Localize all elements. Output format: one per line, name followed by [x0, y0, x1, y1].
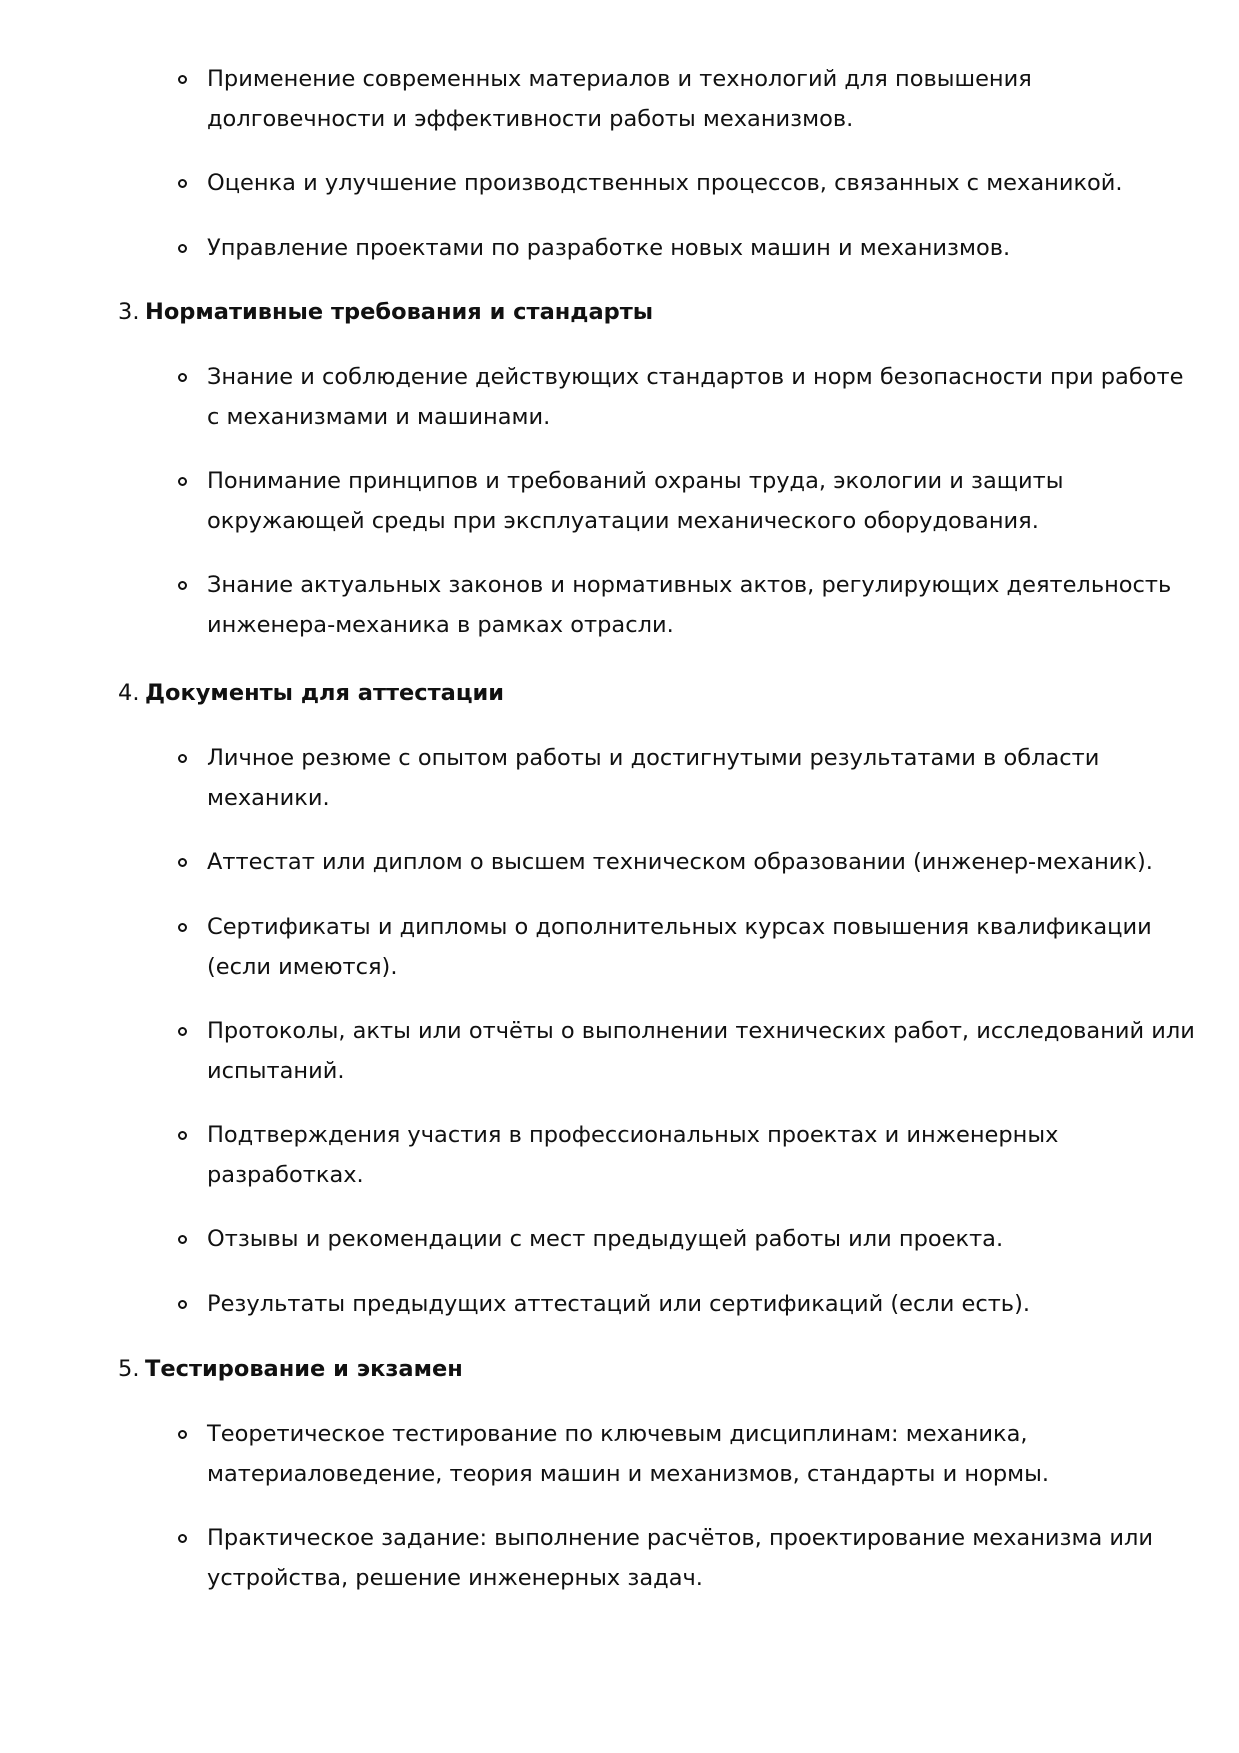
bullet-icon	[178, 179, 187, 188]
list-item-line: разработках.	[207, 1162, 364, 1188]
list-item-line: Понимание принципов и требований охраны труда, экологии и защиты	[207, 468, 1064, 494]
list-item-line: Отзывы и рекомендации с мест предыдущей работы или проекта.	[207, 1226, 1004, 1252]
bullet-icon	[178, 1430, 187, 1439]
list-item-line: Сертификаты и дипломы о дополнительных курсах повышения квалификации	[207, 914, 1152, 940]
bullet-icon	[178, 858, 187, 867]
bullet-icon	[178, 581, 187, 590]
list-item-line: Оценка и улучшение производственных процессов, связанных с механикой.	[207, 170, 1123, 196]
bullet-icon	[178, 1235, 187, 1244]
bullet-icon	[178, 1131, 187, 1140]
list-item-line: испытаний.	[207, 1058, 345, 1084]
list-item-line: Протоколы, акты или отчёты о выполнении технических работ, исследований или	[207, 1018, 1195, 1044]
list-item-line: устройства, решение инженерных задач.	[207, 1565, 703, 1591]
list-item-line: Знание и соблюдение действующих стандартов и норм безопасности при работе	[207, 364, 1184, 390]
section-heading: Тестирование и экзамен	[145, 1356, 463, 1382]
list-item-line: Управление проектами по разработке новых машин и механизмов.	[207, 235, 1011, 261]
list-item-line: механики.	[207, 785, 330, 811]
list-item-line: инженера-механика в рамках отрасли.	[207, 612, 674, 638]
bullet-icon	[178, 923, 187, 932]
list-item-line: Знание актуальных законов и нормативных актов, регулирующих деятельность	[207, 572, 1172, 598]
section-number: 4.	[118, 680, 140, 706]
list-item-line: Подтверждения участия в профессиональных проектах и инженерных	[207, 1122, 1059, 1148]
bullet-icon	[178, 1027, 187, 1036]
bullet-icon	[178, 373, 187, 382]
list-item-line: Результаты предыдущих аттестаций или сертификаций (если есть).	[207, 1291, 1030, 1317]
list-item-line: долговечности и эффективности работы механизмов.	[207, 106, 854, 132]
list-item-line: с механизмами и машинами.	[207, 404, 551, 430]
list-item-line: материаловедение, теория машин и механизмов, стандарты и нормы.	[207, 1461, 1050, 1487]
list-item-line: Аттестат или диплом о высшем техническом образовании (инженер-механик).	[207, 849, 1153, 875]
list-item-line: Личное резюме с опытом работы и достигнутыми результатами в области	[207, 745, 1100, 771]
bullet-icon	[178, 1534, 187, 1543]
bullet-icon	[178, 754, 187, 763]
section-number: 3.	[118, 299, 140, 325]
bullet-icon	[178, 1300, 187, 1309]
bullet-icon	[178, 75, 187, 84]
section-heading: Документы для аттестации	[145, 680, 505, 706]
list-item-line: Теоретическое тестирование по ключевым дисциплинам: механика,	[207, 1421, 1028, 1447]
list-item-line: Применение современных материалов и технологий для повышения	[207, 66, 1032, 92]
list-item-line: Практическое задание: выполнение расчётов, проектирование механизма или	[207, 1525, 1154, 1551]
bullet-icon	[178, 477, 187, 486]
list-item-line: окружающей среды при эксплуатации механического оборудования.	[207, 508, 1039, 534]
section-heading: Нормативные требования и стандарты	[145, 299, 654, 325]
section-number: 5.	[118, 1356, 140, 1382]
bullet-icon	[178, 244, 187, 253]
list-item-line: (если имеются).	[207, 954, 398, 980]
